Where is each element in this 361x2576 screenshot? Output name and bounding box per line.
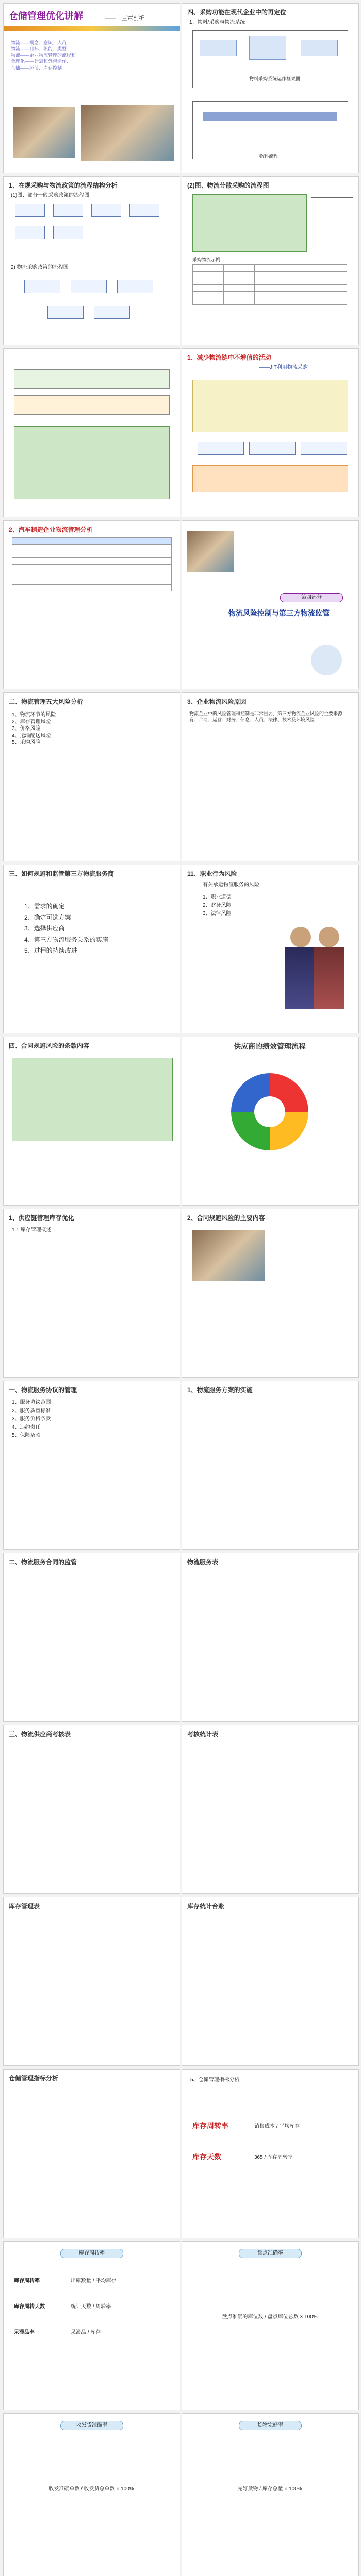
slide-28-formula: 盘点准确的库位数 / 盘点库位总数 × 100% <box>222 2314 318 2320</box>
slide-9 <box>3 692 180 861</box>
slide-26-metric-2-rhs: 365 / 库存周转率 <box>254 2155 293 2160</box>
slide-3-flow-6 <box>53 226 83 239</box>
slide-9-item-2: 2、库存管理风险 <box>12 719 51 725</box>
slide-3-flow-11 <box>94 306 130 319</box>
slide-16-heading: 2、合同规避风险的主要内容 <box>187 1214 265 1222</box>
slide-2-box-b <box>249 36 286 60</box>
cover-bullet-5: 仓储——环节、库存控制 <box>11 65 62 71</box>
slide-15 <box>3 1209 180 1378</box>
slide-2-flow-bar <box>203 112 337 121</box>
slide-30-tag: 货物完好率 <box>239 2421 302 2430</box>
slide-14-cycle-center <box>254 1096 285 1127</box>
slide-26-metric-1-label: 库存周转率 <box>192 2122 228 2130</box>
slide-8-title: 物流风险控制与第三方物流监管 <box>228 609 330 617</box>
slide-6-heading: 1、减少物流链中不增值的活动 <box>187 354 271 361</box>
slide-9-item-3: 3、价格风险 <box>12 726 41 732</box>
slide-3-caption: 2) 物流采购政策的流程图 <box>11 265 69 270</box>
slide-3-flow-10 <box>47 306 84 319</box>
slide-17-item-4: 4、违约责任 <box>12 1425 41 1430</box>
slide-3-flow-3 <box>91 204 121 217</box>
slide-3-flow-7 <box>24 280 60 293</box>
slide-12-item-3: 3、法律风险 <box>203 911 232 917</box>
slide-21 <box>3 1725 180 1894</box>
slide-2 <box>182 3 359 173</box>
cover-title: 仓储管理优化讲解 <box>9 11 83 22</box>
slide-17-heading: 一、物流服务协议的管理 <box>9 1386 77 1394</box>
slide-9-item-1: 1、物流环节的风险 <box>12 712 56 718</box>
cover-stripe <box>4 26 180 31</box>
slide-3-subheading: (1)图、部分一般采购政策的流程图 <box>11 193 90 198</box>
slide-11-item-2: 2、确定可选方案 <box>24 913 71 921</box>
slide-6-subheading: ——JIT利用物流采购 <box>259 365 308 370</box>
slide-24 <box>182 1897 359 2066</box>
slide-12-person-head-2 <box>319 927 339 947</box>
slide-12-item-2: 2、财务风险 <box>203 903 232 908</box>
slide-7-heading: 2、汽车制造企业物流管理分析 <box>9 526 93 533</box>
slide-2-box-a <box>200 40 237 56</box>
slide-29 <box>3 2413 180 2576</box>
slide-26 <box>182 2069 359 2238</box>
slide-17-item-1: 1、服务协议范围 <box>12 1400 51 1405</box>
slide-25 <box>3 2069 180 2238</box>
slide-3-flow-4 <box>129 204 159 217</box>
slide-14 <box>182 1037 359 1206</box>
slide-12 <box>182 865 359 1033</box>
slide-13-box <box>12 1058 173 1141</box>
slide-17 <box>3 1381 180 1550</box>
slide-27-row-1-label: 库存周转率 <box>14 2278 40 2284</box>
slide-11-item-1: 1、需求的确定 <box>24 903 65 910</box>
slide-12-item-1: 1、职业道德 <box>203 894 232 900</box>
slide-3-flow-2 <box>53 204 83 217</box>
slide-2-heading: 四、采购功能在现代企业中的再定位 <box>187 9 287 16</box>
slide-27-row-3-label: 呆滞品率 <box>14 2330 35 2335</box>
slide-29-tag: 收发货准确率 <box>60 2421 123 2430</box>
slide-11-item-5: 5、过程的持续改进 <box>24 947 77 955</box>
slide-4-diagram <box>192 194 307 252</box>
slide-18-heading: 1、物流服务方案的实施 <box>187 1386 253 1394</box>
slide-3-heading: 1、在规采购与物流政策的流程结构分析 <box>9 182 118 189</box>
slide-15-heading: 1、供应链管理库存优化 <box>9 1214 74 1222</box>
slide-27 <box>3 2241 180 2410</box>
slide-11-item-3: 3、选择供应商 <box>24 925 65 933</box>
slide-27-row-3-formula: 呆滞品 / 库存 <box>71 2330 101 2335</box>
slide-5-image <box>14 426 170 499</box>
cover-bullet-2: 物流——目标、职能、类型 <box>11 46 67 52</box>
slide-12-person-head-1 <box>290 927 311 947</box>
slide-6 <box>182 348 359 517</box>
slide-3-flow-1 <box>15 204 45 217</box>
slide-4 <box>182 176 359 345</box>
slide-7 <box>3 520 180 689</box>
slide-4-table <box>192 264 347 305</box>
slide-2-subheading: 1、物料/采购与物流系统 <box>189 20 245 25</box>
slide-5 <box>3 348 180 517</box>
slide-25-heading: 仓储管理指标分析 <box>9 2075 59 2082</box>
slide-26-metric-1-rhs: 销售成本 / 平均库存 <box>254 2124 300 2129</box>
slide-3-flow-9 <box>117 280 153 293</box>
slide-19 <box>3 1553 180 1722</box>
slide-2-flow <box>192 101 348 159</box>
slide-8-photo <box>187 531 234 572</box>
cover-subtitle: ——十三章剖析 <box>105 15 144 22</box>
slide-27-row-1-formula: 出库数量 / 平均库存 <box>71 2278 117 2284</box>
cover-bullet-1: 物流——概念、意识、人员 <box>11 40 67 45</box>
slide-22-heading: 考核统计表 <box>187 1731 219 1738</box>
cover-photo-1 <box>13 107 75 158</box>
slide-22 <box>182 1725 359 1894</box>
slide-23 <box>3 1897 180 2066</box>
slide-9-heading: 二、物流管理五大风险分析 <box>9 698 84 705</box>
slide-26-metric-2-label: 库存天数 <box>192 2153 221 2161</box>
slide-4-table-title: 采购物流示例 <box>192 257 221 262</box>
slide-26-intro: 5、仓储管理指标分析 <box>190 2077 240 2083</box>
slide-6-box <box>192 380 348 432</box>
slide-11-heading: 三、如何规避和监管第三方物流服务商 <box>9 870 114 877</box>
slide-12-subheading: 有关承运物流服务的风险 <box>203 882 259 888</box>
slide-10-text: 物流企业中的风险管理和控制是非常重要，第三方物流企业风险的主要来源有：合同、运营、财务、信息、人员、法律、技术及环境风险 <box>189 711 343 723</box>
slide-17-item-5: 5、保险条款 <box>12 1433 41 1438</box>
slide-27-row-2-formula: 统计天数 / 周转率 <box>71 2304 111 2310</box>
slide-13 <box>3 1037 180 1206</box>
slide-3-flow-5 <box>15 226 45 239</box>
slide-14-heading: 供应商的绩效管理流程 <box>234 1042 306 1050</box>
slide-16-photo <box>192 1230 265 1281</box>
slide-2-box-c <box>301 40 338 56</box>
slide-12-heading: 11、职业行为风险 <box>187 870 237 877</box>
slide-24-heading: 库存统计台账 <box>187 1903 225 1910</box>
slide-2-chart-note: 物料采购系统运作框架图 <box>249 76 301 81</box>
slide-21-heading: 三、物流供应商考核表 <box>9 1731 71 1738</box>
slide-12-person-2 <box>314 947 344 1009</box>
slide-13-heading: 四、合同规避风险的条款内容 <box>9 1042 90 1049</box>
slide-15-subheading: 1.1 库存管理概述 <box>12 1227 52 1233</box>
slide-20-heading: 物流服务表 <box>187 1558 219 1566</box>
slide-2-caption: 物料流程 <box>259 154 278 159</box>
slide-6-flow-3 <box>301 442 347 455</box>
cover-bullet-3: 物流——企业物流管理的流程和 <box>11 53 76 58</box>
slide-18 <box>182 1381 359 1550</box>
slide-6-flow-2 <box>249 442 296 455</box>
slide-5-banner-2 <box>14 395 170 415</box>
slide-7-table <box>12 537 172 591</box>
slide-cover <box>3 3 180 173</box>
slide-4-side-table <box>311 197 353 229</box>
slide-8-chapter: 第四部分 <box>280 593 343 602</box>
slide-9-item-5: 5、采购风险 <box>12 740 41 745</box>
cover-photo-2 <box>81 105 174 161</box>
slide-20 <box>182 1553 359 1722</box>
slide-19-heading: 二、物流服务合同的监管 <box>9 1558 77 1566</box>
slide-12-person-1 <box>285 947 316 1009</box>
slide-29-formula: 收发准确单数 / 收发货总单数 × 100% <box>48 2486 134 2492</box>
slide-16 <box>182 1209 359 1378</box>
slide-10 <box>182 692 359 861</box>
slide-6-flow-1 <box>198 442 244 455</box>
slide-8-deco <box>311 645 342 675</box>
slide-30 <box>182 2413 359 2576</box>
slide-4-heading: (2)图、物流分散采购的流程图 <box>187 182 269 189</box>
slide-3-flow-8 <box>71 280 107 293</box>
slide-10-heading: 3、企业物流风险原因 <box>187 698 247 705</box>
slide-28-tag: 盘点准确率 <box>239 2249 302 2258</box>
slide-27-row-2-label: 库存周转天数 <box>14 2304 45 2310</box>
slide-5-banner <box>14 369 170 389</box>
slide-3 <box>3 176 180 345</box>
slide-6-note <box>192 465 348 492</box>
slide-17-item-3: 3、服务价格条款 <box>12 1416 51 1422</box>
slide-9-item-4: 4、运输配送风险 <box>12 733 51 739</box>
slide-8 <box>182 520 359 689</box>
slide-30-formula: 完好货物 / 库存总量 × 100% <box>237 2486 302 2492</box>
slide-11-item-4: 4、第三方物流服务关系的实施 <box>24 936 108 943</box>
cover-bullet-4: 合理化——计划和外包运作、 <box>11 59 72 64</box>
slide-17-item-2: 2、服务质量标准 <box>12 1408 51 1414</box>
slide-23-heading: 库存管理表 <box>9 1903 40 1910</box>
slide-11 <box>3 865 180 1033</box>
slide-28 <box>182 2241 359 2410</box>
slide-27-tag: 库存周转率 <box>60 2249 123 2258</box>
